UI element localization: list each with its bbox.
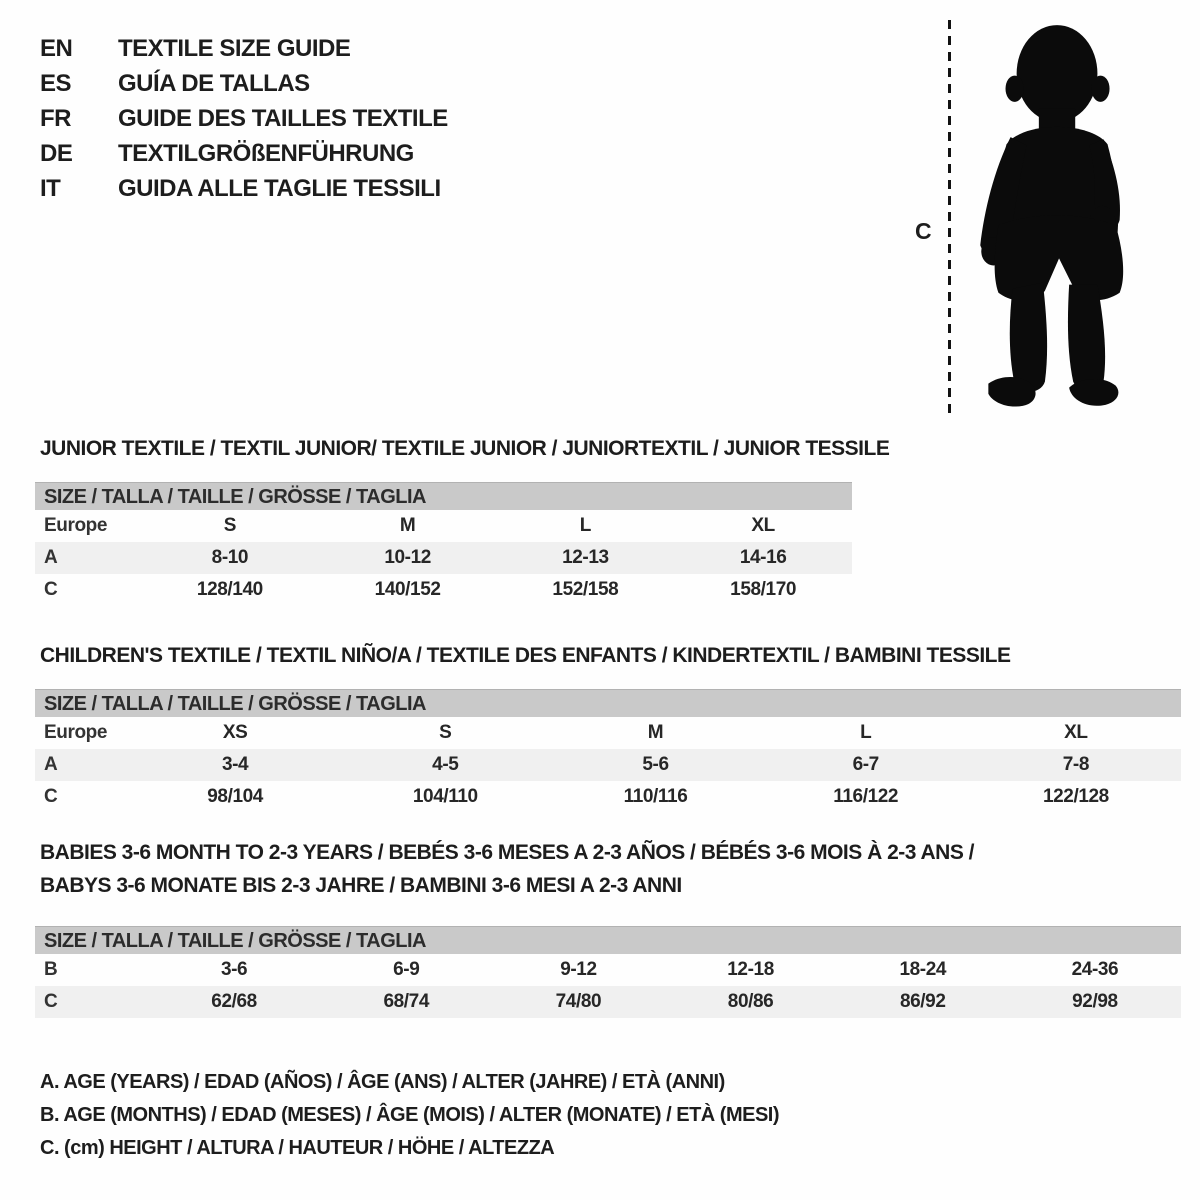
table-cell: 24-36: [1071, 959, 1119, 980]
table-row: [35, 749, 1181, 781]
column-header: S: [223, 515, 237, 536]
column-header: M: [399, 515, 416, 536]
table-cell: 8-10: [211, 547, 249, 568]
region-label: Europe: [44, 722, 108, 743]
babies-section-title-line2: BABYS 3-6 MONATE BIS 2-3 JAHRE / BAMBINI 3-6 MESI A 2-3 ANNI: [40, 874, 682, 897]
row-label: A: [44, 754, 58, 775]
legend-line-c: C. (cm) HEIGHT / ALTURA / HAUTEUR / HÖHE / ALTEZZA: [40, 1137, 555, 1159]
children-size-table: [35, 689, 1181, 813]
column-header: XL: [751, 515, 775, 536]
toddler-silhouette-icon: [965, 18, 1143, 422]
row-label: C: [44, 786, 58, 807]
table-header-row: [35, 717, 1181, 749]
legend-line-a: A. AGE (YEARS) / EDAD (AÑOS) / ÂGE (ANS) / ALTER (JAHRE) / ETÀ (ANNI): [40, 1071, 725, 1093]
legend-line-b: B. AGE (MONTHS) / EDAD (MESES) / ÂGE (MOIS) / ALTER (MONATE) / ETÀ (MESI): [40, 1104, 780, 1126]
measurement-figure: [905, 14, 1195, 426]
children-section-title: CHILDREN'S TEXTILE / TEXTIL NIÑO/A / TEXTILE DES ENFANTS / KINDERTEXTIL / BAMBINI TESSILE: [40, 644, 1011, 667]
list-item: [40, 136, 448, 171]
row-label: C: [44, 991, 58, 1012]
language-code: EN: [40, 34, 73, 62]
table-cell: 110/116: [623, 786, 688, 807]
table-cell: 10-12: [384, 547, 431, 568]
column-header: L: [860, 722, 872, 743]
height-measure-label: C: [915, 218, 932, 244]
table-row: [35, 574, 852, 606]
table-cell: 74/80: [555, 991, 602, 1012]
table-cell: 62/68: [211, 991, 257, 1012]
table-cell: 3-4: [221, 754, 249, 775]
table-cell: 128/140: [196, 579, 263, 600]
babies-size-table: [35, 926, 1181, 1018]
babies-section-title-line1: BABIES 3-6 MONTH TO 2-3 YEARS / BEBÉS 3-6 MESES A 2-3 AÑOS / BÉBÉS 3-6 MOIS À 2-3 ANS /: [40, 841, 975, 864]
table-cell: 6-7: [852, 754, 879, 775]
table-cell: 80/86: [727, 991, 774, 1012]
language-code: DE: [40, 139, 73, 167]
table-cell: 92/98: [1072, 991, 1118, 1012]
table-row: [35, 542, 852, 574]
table-cell: 86/92: [899, 991, 946, 1012]
list-item: [40, 31, 448, 66]
row-label: A: [44, 547, 58, 568]
column-header: XL: [1064, 722, 1088, 743]
table-row: [35, 954, 1181, 986]
size-header-bar: SIZE / TALLA / TAILLE / GRÖSSE / TAGLIA: [35, 482, 852, 510]
table-cell: 14-16: [739, 547, 787, 568]
table-cell: 12-18: [727, 959, 774, 980]
size-header-bar: SIZE / TALLA / TAILLE / GRÖSSE / TAGLIA: [35, 689, 1181, 717]
table-header-row: [35, 510, 852, 542]
table-row: [35, 986, 1181, 1018]
column-header: XS: [222, 722, 248, 743]
table-cell: 158/170: [730, 579, 797, 600]
table-cell: 4-5: [432, 754, 459, 775]
column-header: S: [439, 722, 452, 743]
row-label: B: [44, 959, 58, 980]
table-cell: 12-13: [562, 547, 609, 568]
table-cell: 9-12: [560, 959, 597, 980]
junior-size-table: [35, 482, 852, 606]
size-header-bar: SIZE / TALLA / TAILLE / GRÖSSE / TAGLIA: [35, 926, 1181, 954]
column-header: L: [579, 515, 591, 536]
junior-section-title: JUNIOR TEXTILE / TEXTIL JUNIOR/ TEXTILE JUNIOR / JUNIORTEXTIL / JUNIOR TESSILE: [40, 437, 890, 460]
guide-title: GUIDE DES TAILLES TEXTILE: [118, 104, 448, 132]
table-cell: 68/74: [383, 991, 430, 1012]
row-label: C: [44, 579, 58, 600]
table-cell: 140/152: [374, 579, 441, 600]
table-cell: 18-24: [899, 959, 947, 980]
guide-title: GUIDA ALLE TAGLIE TESSILI: [118, 174, 441, 202]
table-cell: 152/158: [552, 579, 619, 600]
measurement-legend: [40, 1066, 779, 1165]
table-cell: 6-9: [393, 959, 420, 980]
height-dashed-line: [948, 20, 951, 418]
table-cell: 3-6: [220, 959, 248, 980]
language-code: FR: [40, 104, 71, 132]
list-item: [40, 101, 448, 136]
table-row: [35, 781, 1181, 813]
list-item: [40, 66, 448, 101]
language-code: ES: [40, 69, 72, 97]
guide-title: TEXTILE SIZE GUIDE: [118, 34, 351, 62]
table-cell: 98/104: [207, 786, 263, 807]
table-cell: 116/122: [833, 786, 899, 807]
table-cell: 104/110: [412, 786, 478, 807]
region-label: Europe: [44, 515, 108, 536]
language-code: IT: [40, 174, 61, 202]
table-cell: 5-6: [642, 754, 669, 775]
table-cell: 122/128: [1042, 786, 1109, 807]
column-header: M: [647, 722, 664, 743]
guide-title: GUÍA DE TALLAS: [118, 69, 310, 97]
language-title-list: [40, 31, 448, 206]
guide-title: TEXTILGRÖßENFÜHRUNG: [118, 139, 414, 167]
table-cell: 7-8: [1062, 754, 1090, 775]
list-item: [40, 171, 448, 206]
